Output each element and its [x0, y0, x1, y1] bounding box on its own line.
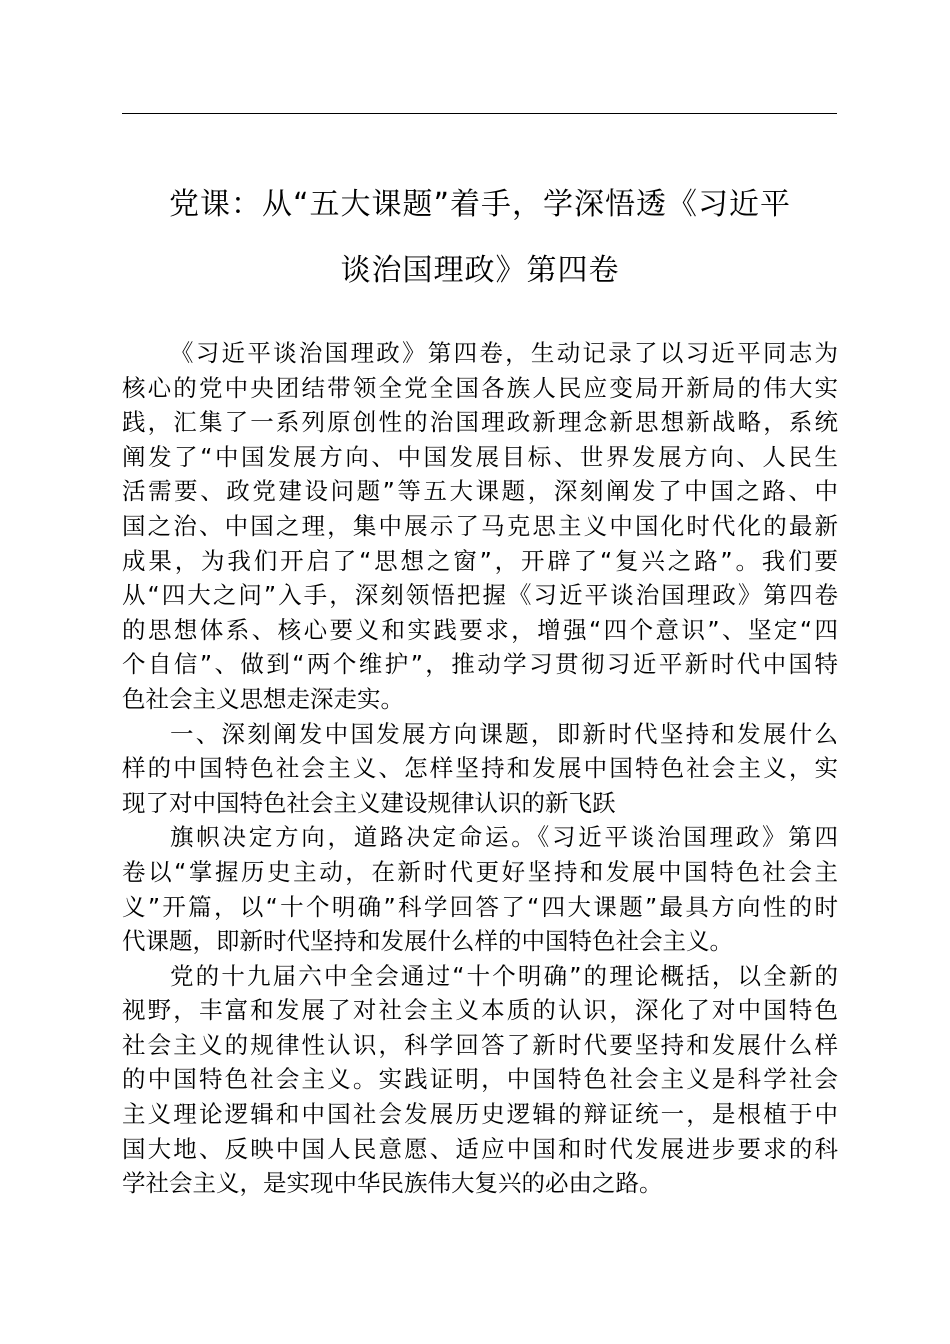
- text-line: 核心的党中央团结带领全党全国各族人民应变局开新局的伟大实: [122, 373, 838, 402]
- text-line: 活需要、政党建设问题”等五大课题，深刻阐发了中国之路、中: [122, 477, 838, 506]
- text-line: 国之治、中国之理，集中展示了马克思主义中国化时代化的最新: [122, 511, 838, 540]
- text-line: 代课题，即新时代坚持和发展什么样的中国特色社会主义。: [122, 927, 733, 956]
- paragraph-intro: [122, 336, 838, 717]
- text-line: 党的十九届六中全会通过“十个明确”的理论概括，以全新的: [170, 961, 838, 990]
- text-line: 旗帜决定方向，道路决定命运。《习近平谈治国理政》第四: [170, 823, 838, 852]
- document-body: [122, 336, 838, 1201]
- text-line: 《习近平谈治国理政》第四卷，生动记录了以习近平同志为: [170, 339, 838, 367]
- text-line: 现了对中国特色社会主义建设规律认识的新飞跃: [122, 788, 616, 817]
- text-line: 学社会主义，是实现中华民族伟大复兴的必由之路。: [122, 1169, 663, 1198]
- text-line: 从“四大之问”入手，深刻领悟把握《习近平谈治国理政》第四卷: [122, 581, 838, 610]
- section-heading-one: [122, 717, 838, 821]
- text-line: 践，汇集了一系列原创性的治国理政新理念新思想新战略，系统: [122, 408, 838, 437]
- text-line: 的中国特色社会主义。实践证明，中国特色社会主义是科学社会: [122, 1065, 838, 1094]
- text-line: 一、深刻阐发中国发展方向课题，即新时代坚持和发展什么: [170, 719, 838, 748]
- text-line: 义”开篇，以“十个明确”科学回答了“四大课题”最具方向性的时: [122, 892, 838, 921]
- text-line: 卷以“掌握历史主动，在新时代更好坚持和发展中国特色社会主: [122, 857, 838, 886]
- text-line: 个自信”、做到“两个维护”，推动学习贯彻习近平新时代中国特: [122, 650, 838, 679]
- paragraph-plenum: [122, 959, 838, 1201]
- title-line: 谈治国理政》第四卷: [340, 253, 620, 288]
- text-line: 色社会主义思想走深走实。: [122, 684, 404, 713]
- text-line: 的思想体系、核心要义和实践要求，增强“四个意识”、坚定“四: [122, 615, 838, 644]
- text-line: 视野，丰富和发展了对社会主义本质的认识，深化了对中国特色: [122, 996, 838, 1025]
- text-line: 成果，为我们开启了“思想之窗”，开辟了“复兴之路”。我们要: [122, 546, 838, 575]
- document-title: [110, 172, 850, 304]
- text-line: 阐发了“中国发展方向、中国发展目标、世界发展方向、人民生: [122, 442, 838, 471]
- text-line: 样的中国特色社会主义、怎样坚持和发展中国特色社会主义，实: [122, 754, 838, 783]
- title-line: 党课：从“五大课题”着手，学深悟透《习近平: [168, 187, 792, 222]
- header-rule: [122, 113, 837, 114]
- text-line: 主义理论逻辑和中国社会发展历史逻辑的辩证统一，是根植于中: [122, 1100, 838, 1129]
- text-line: 社会主义的规律性认识，科学回答了新时代要坚持和发展什么样: [122, 1030, 838, 1059]
- paragraph-banner: [122, 820, 838, 958]
- text-line: 国大地、反映中国人民意愿、适应中国和时代发展进步要求的科: [122, 1134, 838, 1163]
